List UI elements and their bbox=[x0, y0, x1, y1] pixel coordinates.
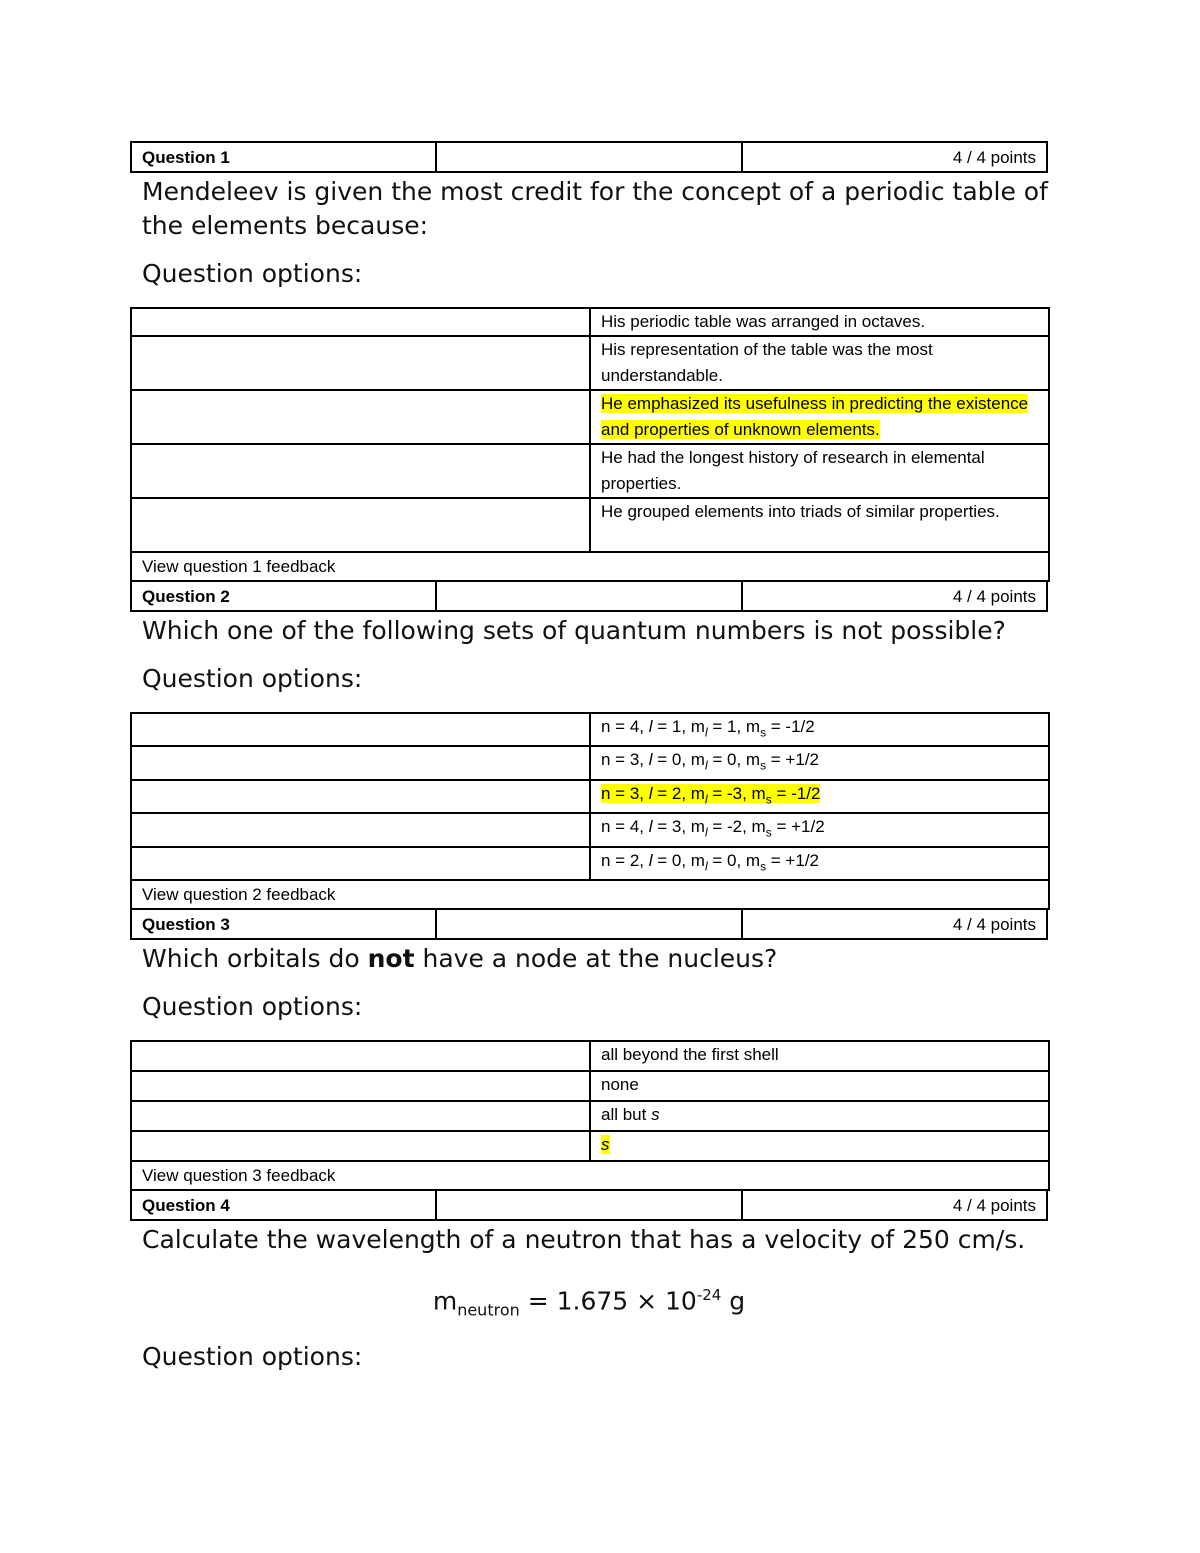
option-text: all beyond the first shell bbox=[590, 1041, 1049, 1071]
option-select-cell[interactable] bbox=[131, 1131, 590, 1161]
option-text: He had the longest history of research in elemental properties. bbox=[590, 444, 1049, 498]
header-empty-cell bbox=[436, 142, 741, 172]
option-select-cell[interactable] bbox=[131, 1041, 590, 1071]
option-text-correct bbox=[590, 1131, 1049, 1161]
question-2-options bbox=[130, 712, 1050, 910]
header-empty-cell bbox=[436, 1190, 741, 1220]
option-text: all but s bbox=[590, 1101, 1049, 1131]
question-options-heading: Question options: bbox=[142, 259, 363, 288]
option-select-cell[interactable] bbox=[131, 847, 590, 880]
question-points: 4 / 4 points bbox=[742, 909, 1047, 939]
neutron-mass-formula: $m_{neutron} = 1.675 \times 10^{-24}$ g bbox=[432, 1285, 746, 1320]
option-select-cell[interactable] bbox=[131, 713, 590, 746]
question-label: Question 4 bbox=[131, 1190, 436, 1220]
highlighted-answer: n = 3, l = 2, $m_l = -3$, $m_s = -1/2$ bbox=[601, 783, 821, 807]
question-1-header bbox=[130, 141, 1048, 173]
option-text: n = 4, l = 1, $m_l = 1$, $m_s = -1/2$ bbox=[590, 713, 1049, 746]
question-options-heading: Question options: bbox=[142, 664, 363, 693]
option-text: His periodic table was arranged in octaves. bbox=[590, 308, 1049, 336]
question-4-text: Calculate the wavelength of a neutron that has a velocity of 250 cm/s. bbox=[142, 1224, 1026, 1254]
question-options-heading: Question options: bbox=[142, 1342, 363, 1372]
question-label: Question 3 bbox=[131, 909, 436, 939]
question-4-header bbox=[130, 1189, 1048, 1221]
option-select-cell[interactable] bbox=[131, 336, 590, 390]
option-text: n = 3, l = 0, $m_l = 0$, $m_s = +1/2$ bbox=[590, 746, 1049, 779]
question-3-header bbox=[130, 908, 1048, 940]
header-empty-cell bbox=[436, 909, 741, 939]
option-text: n = 2, l = 0, $m_l = 0$, $m_s = +1/2$ bbox=[590, 847, 1049, 880]
option-text: n = 4, l = 3, $m_l = -2$, $m_s = +1/2$ bbox=[590, 813, 1049, 846]
question-2-text: Which one of the following sets of quantum numbers is not possible? bbox=[142, 616, 1006, 645]
option-select-cell[interactable] bbox=[131, 813, 590, 846]
question-1-options bbox=[130, 307, 1050, 582]
highlighted-answer: He emphasized its usefulness in predicting the existence and properties of unknown elements. bbox=[601, 394, 1029, 439]
question-points: 4 / 4 points bbox=[742, 142, 1047, 172]
question-1-text: Mendeleev is given the most credit for the concept of a periodic table of the elements because: bbox=[142, 177, 1048, 240]
option-text: His representation of the table was the most understandable. bbox=[590, 336, 1049, 390]
view-feedback-link[interactable]: View question 2 feedback bbox=[131, 880, 1049, 909]
option-select-cell[interactable] bbox=[131, 1071, 590, 1101]
option-text: none bbox=[590, 1071, 1049, 1101]
option-text-correct bbox=[590, 390, 1049, 444]
header-empty-cell bbox=[436, 581, 741, 611]
option-select-cell[interactable] bbox=[131, 746, 590, 779]
option-select-cell[interactable] bbox=[131, 444, 590, 498]
quiz-page bbox=[130, 141, 1048, 1390]
option-select-cell[interactable] bbox=[131, 1101, 590, 1131]
question-points: 4 / 4 points bbox=[742, 581, 1047, 611]
option-select-cell[interactable] bbox=[131, 308, 590, 336]
option-select-cell[interactable] bbox=[131, 390, 590, 444]
option-text-correct bbox=[590, 780, 1049, 813]
option-select-cell[interactable] bbox=[131, 498, 590, 552]
question-3-options bbox=[130, 1040, 1050, 1191]
option-select-cell[interactable] bbox=[131, 780, 590, 813]
question-options-heading: Question options: bbox=[142, 991, 363, 1021]
option-text: He grouped elements into triads of similar properties. bbox=[590, 498, 1049, 552]
question-points: 4 / 4 points bbox=[742, 1190, 1047, 1220]
question-3-text: Which orbitals do not have a node at the nucleus? bbox=[142, 943, 778, 973]
question-label: Question 1 bbox=[131, 142, 436, 172]
view-feedback-link[interactable]: View question 1 feedback bbox=[131, 552, 1049, 581]
highlighted-answer: s bbox=[601, 1134, 610, 1154]
question-label: Question 2 bbox=[131, 581, 436, 611]
question-2-header bbox=[130, 580, 1048, 612]
view-feedback-link[interactable]: View question 3 feedback bbox=[131, 1161, 1049, 1190]
